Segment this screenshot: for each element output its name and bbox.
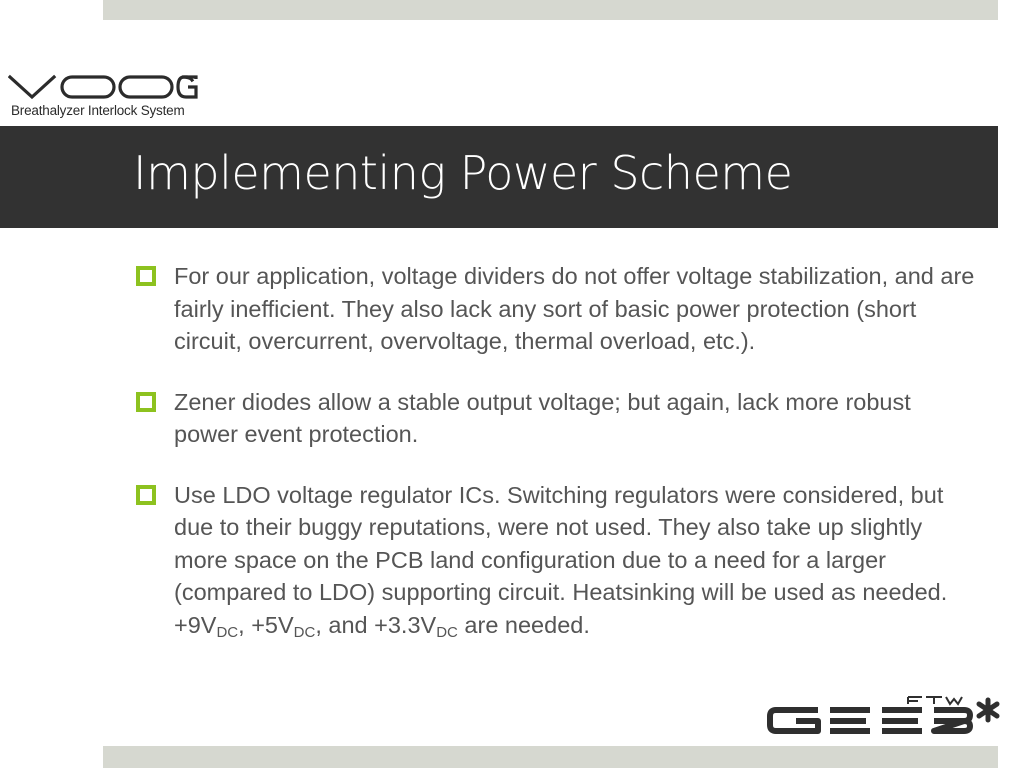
- bullet-text: Zener diodes allow a stable output voltage; but again, lack more robust power event protection.: [174, 388, 911, 447]
- voog-wordmark-image: [8, 74, 198, 100]
- geeb-ftw-logo-image: [766, 694, 1002, 740]
- bullet-text: For our application, voltage dividers do not offer voltage stabilization, and are fairly inefficient. They also lack any sort of basic power protection (short circuit, overcurrent, overvoltage, thermal overload, etc.).: [174, 263, 975, 354]
- bullet-list: [136, 260, 976, 669]
- voltage-3v3: +3.3V: [374, 611, 437, 638]
- bullet-text: Use LDO voltage regulator ICs. Switching regulators were considered, but due to their buggy reputations, were not used. They also take up slightly more space on the PCB land configuration due to a need for a larger (compared to LDO) supporting circuit. Heatsinking will be used as needed.: [174, 481, 948, 605]
- slide-title: Implementing Power Scheme: [133, 146, 793, 200]
- bullet-item: [136, 386, 976, 451]
- voltage-9v: +9V: [174, 611, 217, 638]
- square-bullet-icon: [136, 266, 156, 286]
- voltage-separator: ,: [238, 611, 252, 638]
- bullet-item: [136, 260, 976, 358]
- logo-tagline: Breathalyzer Interlock System: [11, 103, 185, 118]
- bottom-accent-bar: [103, 746, 998, 768]
- voltage-9v-subscript: DC: [216, 623, 239, 641]
- square-bullet-icon: [136, 485, 156, 505]
- voltage-5v-subscript: DC: [293, 623, 316, 641]
- bullet-item: [136, 479, 976, 642]
- geeb-ftw-logo: [766, 694, 1002, 740]
- square-bullet-icon: [136, 392, 156, 412]
- voltage-5v: +5V: [251, 611, 294, 638]
- voog-logo: [8, 74, 198, 122]
- top-accent-bar: [103, 0, 998, 20]
- voltage-separator: , and: [315, 611, 375, 638]
- title-band: [0, 126, 998, 228]
- voltage-tail: are needed.: [457, 611, 590, 638]
- voltage-3v3-subscript: DC: [436, 623, 458, 641]
